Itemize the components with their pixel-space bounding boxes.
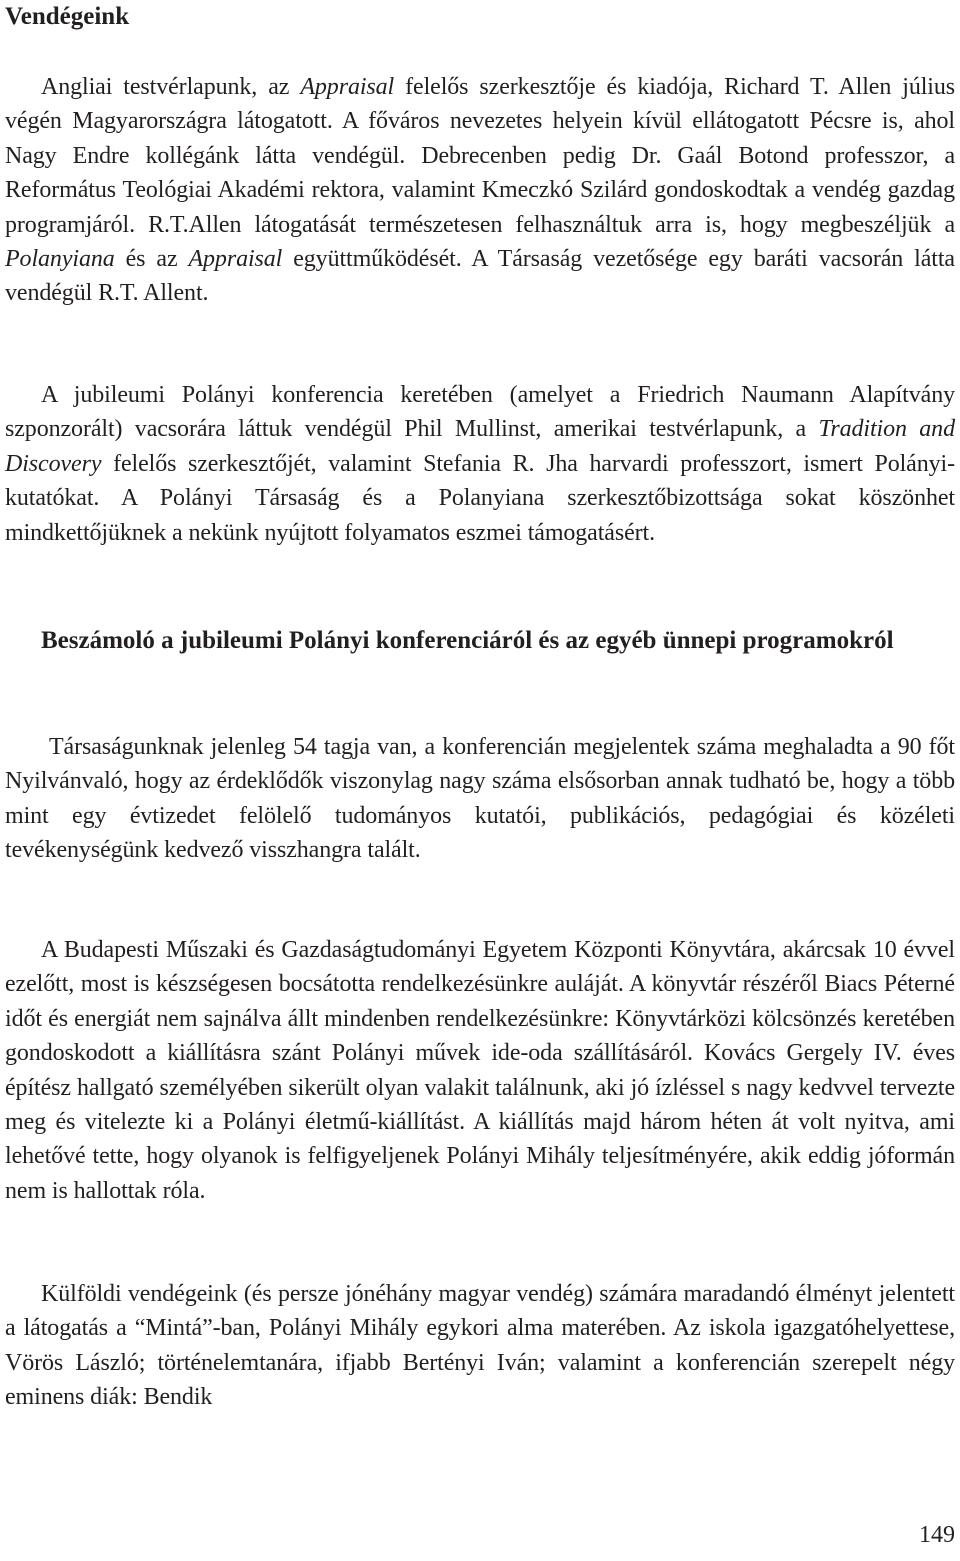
section-title-beszamolo: Beszámoló a jubileumi Polányi konferenciáról és az egyéb ünnepi programokról <box>41 627 894 654</box>
paragraph-allen-visit <box>5 70 955 311</box>
paragraph-membership: Társaságunknak jelenleg 54 tagja van, a konferencián megjelentek száma meghaladta a 90 főt Nyilvánvaló, hogy az érdeklődők viszonylag nagy száma elsősorban annak tudható be, hogy a több mint egy évtizedet felölelő tudományos kutatói, publikációs, pedagógiai és közéleti tevékenységünk kedvező visszhangra talált. <box>5 734 955 864</box>
italic-title: Appraisal <box>188 246 283 273</box>
italic-title: Polanyiana <box>5 246 115 273</box>
text-run: és az <box>114 246 189 273</box>
paragraph-minta-visit: Külföldi vendégeink (és persze jónéhány magyar vendég) számára maradandó élményt jelentett a látogatás a “Mintá”-ban, Polányi Mihály egykori alma materében. Az iskola igazgatóhelyettese, Vörös László; történelemtanára, ifjabb Bertényi Iván; valamint a konferencián szerepelt négy eminens diák: Bendik <box>5 1281 955 1411</box>
paragraph-library-exhibition: A Budapesti Műszaki és Gazdaságtudományi Egyetem Központi Könyvtára, akárcsak 10 évvel ezelőtt, most is készségesen bocsátotta rendelkezésünkre auláját. A könyvtár részéről Biacs Péterné időt és energiát nem sajnálva állt mindenben rendelkezésünkre: Könyvtárközi kölcsönzés keretében gondoskodott a kiállításra szánt Polányi művek ide-oda szállításáról. Kovács Gergely IV. éves építész hallgató személyében sikerült olyan valakit találnunk, aki jó ízléssel s nagy kedvvel tervezte meg és vitelezte ki a Polányi életmű-kiállítást. A kiállítás majd három héten át volt nyitva, ami lehetővé tette, hogy olyanok is felfigyeljenek Polányi Mihály teljesítményére, akik eddig jóformán nem is hallottak róla. <box>5 937 955 1204</box>
paragraph-jubilee-dinner <box>5 378 955 550</box>
text-run: együttműködését. A Társaság vezetősége egy baráti vacsorán látta vendégül R.T. Allent. <box>5 246 955 307</box>
italic-title: Tradition and Discovery <box>5 416 955 477</box>
text-run: felelős szerkesztője és kiadója, Richard T. Allen július végén Magyarországra látogatott. A főváros nevezetes helyein kívül ellátogatott Pécsre is, ahol Nagy Endre kollégánk látta vendégül. Debrecenben pedig Dr. Gaál Botond professzor, a Református Teológiai Akadémi rektora, valamint Kmeczkó Szilárd gondoskodtak a vendég gazdag programjáról. R.T.Allen látogatását természetesen felhasználtuk arra is, hogy megbeszéljük a <box>5 74 955 238</box>
section-title-vendegeink: Vendégeink <box>5 3 130 30</box>
page-number: 149 <box>919 1522 955 1548</box>
text-run: Angliai testvérlapunk, az <box>41 74 301 100</box>
italic-title: Appraisal <box>300 74 395 100</box>
text-run: felelős szerkesztőjét, valamint Stefania R. Jha harvardi professzort, ismert Polányi-kutatókat. A Polányi Társaság és a Polanyiana szerkesztőbizottsága sokat köszönhet mindkettőjüknek a nekünk nyújtott folyamatos eszmei támogatásért. <box>5 450 955 546</box>
text-run: A jubileumi Polányi konferencia keretében (amelyet a Friedrich Naumann Alapítvány szponzorált) vacsorára láttuk vendégül Phil Mullinst, amerikai testvérlapunk, a <box>5 382 955 443</box>
